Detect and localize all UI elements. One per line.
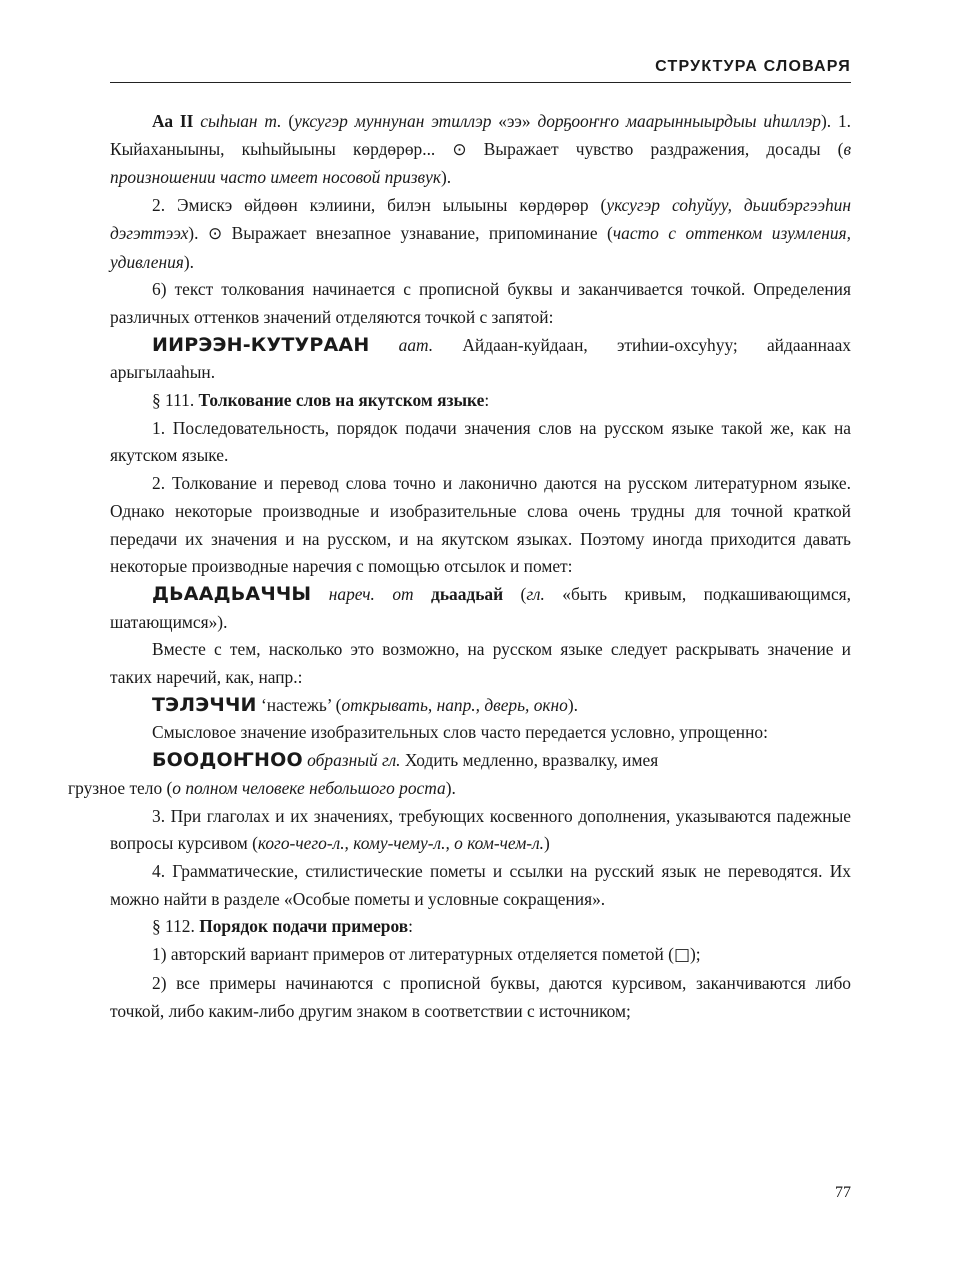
entry-aa-russian-italic: в произношении часто имеет носовой призвук [110,138,851,188]
square-box-icon: □ [673,945,691,966]
running-header-title: СТРУКТУРА СЛОВАРЯ [655,58,851,75]
entry-aa-grammar: сыһыан т. [200,111,282,131]
entry-dyaad-grammar: нареч. от [311,583,432,604]
section-111-title: Толкование слов на якутском языке [198,390,485,411]
entry-boodon-definition-close: ). [445,777,456,798]
list-item-1 [110,941,851,970]
paragraph-111-1: 1. Последовательность, порядок подачи значения слов на русском языке такой же, как на якутском языке. [110,417,851,466]
entry-aa-2-note-close: ). [188,222,208,243]
section-112-number: § 112. [152,916,200,937]
entry-dyaad-paren-italic: гл. [526,583,545,604]
entry-aa-2-russian: Выражает внезапное узнавание, припоминание ( [222,222,613,243]
entry-aa-definition: 1. Кыйаханыыны, кыһыйыыны көрдөрөр... [110,111,851,159]
list-item-1-close: ); [690,944,701,965]
section-112-colon: : [408,916,413,937]
paragraph-smysl: Смысловое значение изобразительных слов часто передается условно, упрощенно: [152,722,768,743]
entry-aa-russian-close: ). [440,167,452,188]
entry-iiraan-definition: Айдаан-куйдаан, этиһии-охсуһуу; айдааннаах арыгылааһын. [110,334,852,383]
section-111-number: § 111. [152,390,199,411]
paragraph-vmeste: Вместе с тем, насколько это возможно, на русском языке следует раскрывать значение и таких наречий, как, напр.: [110,639,851,688]
entry-aa-2-russian-close: ). [183,251,194,272]
circled-dot-icon: ⊙ [452,139,467,160]
entry-telechchi-headword: ТЭЛЭЧЧИ [152,693,257,716]
entry-telechchi [110,692,851,720]
entry-aa-2 [110,192,851,276]
section-111-colon: : [484,390,490,411]
entry-iiraan-headword: ИИРЭЭН-КУТУРААН [152,333,370,356]
entry-iiraan-grammar: аат. [369,334,434,355]
entry-telechchi-gloss-close: ). [567,694,579,715]
section-112-heading [110,913,851,941]
paragraph-3-close: ) [544,833,550,854]
page-number: 77 [835,1184,851,1201]
entry-boodon-grammar: образный гл. [302,750,401,771]
entry-dyaad-headword: ДЬААДЬАЧЧЫ [152,582,312,605]
paragraph-3-italic: кого-чего-л., кому-чему-л., о ком-чем-л. [257,833,545,854]
section-112-title: Порядок подачи примеров [199,916,409,937]
entry-boodon-definition-italic: о полном человеке небольшого роста [172,777,446,798]
entry-boodon-headword: БООДОҤНОО [152,749,303,772]
entry-aa-2-note: уксугэр соһуйуу, дьиибэргээһин дэгэттээх [110,195,852,243]
rule-6: 6) текст толкования начинается с прописной буквы и заканчивается точкой. Определения различных оттенков значений отделяются точкой с запятой: [110,279,851,327]
entry-aa-russian: Выражает чувство раздражения, досады ( [466,138,844,159]
entry-aa-headword: Аа II [152,111,194,131]
entry-telechchi-gloss: ‘настежь’ ( [256,694,342,715]
entry-aa-quote: «ээ» [491,111,538,131]
running-header [110,56,851,83]
list-item-2: 2) все примеры начинаются с прописной буквы, даются курсивом, заканчиваются либо точкой, либо каким-либо другим знаком в соответствии с источником; [110,972,851,1021]
paragraph-4: 4. Грамматические, стилистические пометы и ссылки на русский язык не переводятся. Их можно найти в разделе «Особые пометы и условные сокращения». [110,860,851,909]
paragraph-111-2: 2. Толкование и перевод слова точно и лаконично даются на русском литературном языке. Однако некоторые производные и изобразительные слова очень трудны для точной краткой передачи их значения и на русском, и на якутском языках. Поэтому иногда приходится давать некоторые производные наречия с помощью отсылок и помет: [110,473,851,577]
entry-boodon-definition-line2: грузное тело ( [68,777,173,798]
entry-iiraan [110,332,851,387]
entry-boodon [68,747,851,802]
section-111-heading [110,387,851,415]
entry-aa-2-russian-italic: часто с оттенком изумления, удивления [110,222,851,272]
page-body [68,108,852,1025]
entry-aa-note-2: дорҕооҥҥо маарынныырдыы иһиллэр [537,111,821,131]
entry-dyaad-ref: дьаадьай [431,583,504,604]
entry-aa-note: уксугэр муннунан этиллэр [294,111,492,131]
entry-aa-2-definition: 2. Эмискэ өйдөөн кэлиини, билэн ылыыны көрдөрөр ( [152,195,607,216]
entry-telechchi-gloss-italic: открывать, напр., дверь, окно [341,694,568,715]
entry-aa [110,108,851,192]
entry-dyaad-paren-text: «быть кривым, подкашивающимся, шатающимся»). [110,583,852,632]
paragraph-3 [110,803,851,858]
entry-aa-note-close: ). [820,111,838,131]
entry-dyaad [110,581,851,636]
entry-dyaad-paren-open: ( [503,583,527,604]
entry-aa-note-open: ( [281,111,295,131]
circled-dot-icon: ⊙ [207,223,223,244]
entry-boodon-definition-line1: Ходить медленно, вразвалку, имея [400,750,659,771]
paragraph-3-text: 3. При глаголах и их значениях, требующих косвенного дополнения, указываются падежные вопросы курсивом ( [110,805,851,854]
list-item-1-text: 1) авторский вариант примеров от литературных отделяется пометой ( [152,944,674,965]
